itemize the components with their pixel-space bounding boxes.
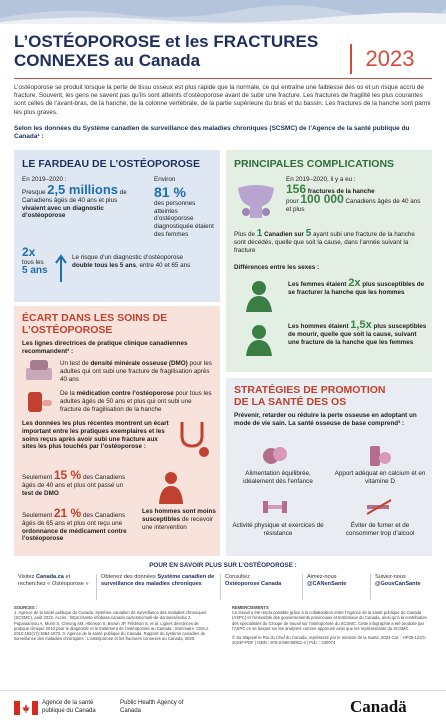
- millions-value: 2,5 millions: [47, 182, 119, 197]
- two-x-value: 2x: [22, 245, 36, 259]
- dmo-pre: Un test de: [60, 360, 89, 367]
- death-text: ayant subi une fracture de la hanche sont décédés, quelle que soit la cause, dans l’année suivant la fracture: [234, 231, 415, 254]
- pill-icon: [24, 388, 54, 414]
- complications-year: En 2019–2020, il y a eu :: [286, 176, 356, 183]
- med-block: [60, 390, 212, 413]
- page-title: [14, 32, 334, 70]
- men-group-icon: [154, 470, 188, 504]
- seul2-text: Seulement: [22, 512, 53, 519]
- hip-fracture-block: [286, 182, 426, 213]
- footer-2-pre: Consultez: [225, 574, 250, 580]
- burden-panel: [14, 150, 220, 302]
- footer-link-canada[interactable]: [14, 574, 92, 600]
- women-block: [288, 277, 428, 297]
- woman-icon: [242, 278, 276, 312]
- complications-panel: [226, 150, 432, 372]
- med-bold: médication contre l’ostéoporose: [76, 390, 174, 397]
- risk-text: Le risque d’un diagnostic d’ostéoporose: [72, 254, 183, 261]
- milk-icon: [366, 444, 392, 466]
- footer-3-pre: Aimez-nous: [307, 574, 337, 580]
- women-num: 2x: [348, 277, 361, 289]
- num1-text: fractures de la hanche: [307, 188, 375, 195]
- men-block: [288, 319, 428, 346]
- gap-heading-1: ÉCART DANS LES SOINS DE: [22, 312, 168, 324]
- arrow-up-icon: [54, 252, 68, 282]
- burden-percent-block: [154, 176, 216, 239]
- learn-more-title: POUR EN SAVOIR PLUS SUR L’OSTÉOPOROSE :: [149, 562, 297, 569]
- pct1-bold: test de DMO: [22, 489, 59, 497]
- footer-link-facebook[interactable]: [302, 574, 366, 600]
- dumbbell-icon: [261, 498, 289, 516]
- med-pre: De la: [60, 390, 75, 397]
- strategies-heading: [234, 384, 385, 408]
- risk-bold: double tous les 5 ans: [72, 261, 137, 269]
- pct2-bold: ordonnance de médicament contre l’ostéoporose: [22, 527, 127, 543]
- num2-text: Canadiens âgés de 40 ans et plus: [286, 197, 421, 213]
- two-x-block: [22, 246, 56, 276]
- recent-bold: Les données les plus récentes montrent un écart important entre les pratiques exemplaires et les soins reçus: [22, 420, 169, 443]
- percent-value: 81 %: [154, 183, 186, 200]
- death-block: [234, 230, 426, 254]
- men-text: plus susceptibles de mourir, quelle que soit la cause, suivant une fracture de la hanche que les femmes: [288, 323, 427, 346]
- risk-end: , entre 40 et 65 ans: [136, 261, 191, 269]
- strategies-heading-1: STRATÉGIES DE PROMOTION: [234, 384, 386, 396]
- pour-text: pour: [286, 197, 299, 205]
- copyright-text: © Sa Majesté le Roi du Chef du Canada, représenté par le ministre de la Santé, 2023 Cat. : HP35-123/1-2023F-PDF | ISBN : 978-0-660-68811-4 | Pub. : 230074: [232, 635, 427, 646]
- gap-heading-2: L’OSTÉOPOROSE: [22, 324, 113, 336]
- men-pre: Les hommes étaient: [288, 323, 349, 330]
- strategies-panel: [226, 378, 432, 556]
- title-line-1: L’OSTÉOPOROSE et les FRACTURES: [14, 32, 319, 51]
- pct2-block: [22, 506, 132, 543]
- footer-link-scsmc[interactable]: [96, 574, 216, 600]
- recent-text: après avoir subi une fracture aux sites les plus touchés par l’ostéoporose :: [22, 435, 158, 451]
- agency-en: Public Health Agency of Canada: [120, 700, 184, 714]
- footer-4-pre: Suivez-nous: [375, 574, 406, 580]
- seul1-text: Seulement: [22, 474, 53, 481]
- dmo-bold: densité minérale osseuse (DMO): [90, 360, 188, 367]
- care-gap-panel: [14, 306, 220, 556]
- environ-text: Environ: [154, 176, 176, 183]
- sources-block: [14, 605, 214, 641]
- women-pre: Les femmes étaient: [288, 281, 347, 288]
- footer-link-twitter[interactable]: [370, 574, 432, 600]
- pct2-text: des Canadiens âgés de 65 ans et plus ont reçu une: [22, 512, 125, 527]
- complications-heading: PRINCIPALES COMPLICATIONS: [234, 158, 395, 170]
- footer-0-bold: Canada.ca: [35, 574, 64, 580]
- death-pre: Plus de: [234, 231, 256, 238]
- dmo-text: pour les adultes qui ont subi une fracture de fragilisation après 40 ans: [60, 360, 212, 383]
- death-num2: 5: [305, 228, 312, 239]
- sources-text: 1. Agence de la santé publique du Canada. Système canadien de surveillance des maladies chroniques (SCSMC), août 2022. Accès : https://sante-infobase.canada.ca/scsmc/outil-de-donnees/index 2. Papaioannou A, Morin S, Cheung AM, Atkinson S, Brown JP, Feldman S, et al. Lignes directrices de pratique clinique 2010 pour le diagnostic et le traitement de l’ostéoporose au Canada : Sommaire. CMAJ. 2010;182(17):1864-1873. 3. Agence de la santé publique du Canada. Rapport du système canadien de surveillance des maladies chroniques : L’ostéoporose et les fractures connexes au Canada, 2020.: [14, 610, 209, 642]
- percent-text: des personnes atteintes d’ostéoporose diagnostiquée étaient des femmes: [154, 199, 214, 238]
- death-mid: Canadien sur: [264, 231, 304, 238]
- food-icon: [262, 444, 288, 466]
- year-badge: 2023: [350, 44, 428, 74]
- women-text: plus susceptibles de se fracturer la hanche que les hommes: [288, 281, 425, 296]
- gap-heading: [22, 312, 167, 336]
- acknowledgements-block: [232, 605, 432, 645]
- men-num: 1,5x: [350, 319, 372, 331]
- stethoscope-icon: [174, 418, 214, 458]
- risk-text-block: [72, 254, 192, 270]
- sources-title: SOURCES :: [14, 605, 38, 610]
- burden-heading: LE FARDEAU DE L’OSTÉOPOROSE: [22, 158, 200, 170]
- men-care-text: de recevoir une intervention: [142, 515, 214, 531]
- strategy-no-smoking: Éviter de fumer et de consommer trop d’alcool: [345, 522, 415, 537]
- men-care-block: [142, 508, 216, 531]
- pct2-value: 21 %: [53, 506, 82, 520]
- intro-source-line: Selon les données du Système canadien de surveillance des maladies chroniques (SCSMC) de l’Agence de la santé publique du Canada¹ :: [14, 125, 410, 141]
- footer-1-pre: Obtenez des données: [101, 574, 156, 580]
- canada-wordmark: Canadä: [350, 697, 407, 716]
- no-smoking-icon: [365, 498, 393, 516]
- strategy-food: Alimentation équilibrée, idéalement dès l’enfance: [243, 470, 313, 485]
- presque-text: Presque: [22, 189, 46, 196]
- title-rule: [14, 78, 432, 79]
- tous-les-text: tous les: [22, 259, 44, 266]
- footer-2-bold: Ostéoporose Canada: [225, 580, 282, 587]
- recent-block: [22, 420, 172, 451]
- government-footer: [0, 690, 446, 722]
- sex-heading: Différences entre les sexes :: [234, 264, 320, 271]
- strategies-heading-2: DE LA SANTÉ DES OS: [234, 396, 347, 408]
- footer-4-bold: @GouvCanSante: [375, 580, 421, 587]
- title-line-2: CONNEXES au Canada: [14, 51, 201, 70]
- header-decoration: [0, 0, 446, 24]
- bone-texture-graphic: [0, 0, 446, 24]
- burden-year: En 2019–2020 :: [22, 176, 67, 183]
- cinq-ans-value: 5 ans: [22, 264, 48, 276]
- footer-3-bold: @CANenSante: [307, 580, 347, 587]
- med-text: pour tous les adultes âgés de 50 ans et plus qui ont subi une fracture de fragilisation de la hanche: [60, 390, 212, 413]
- num2-value: 100 000: [300, 191, 344, 206]
- men-care-bold: Les hommes sont moins susceptibles: [142, 508, 216, 523]
- footer-0-pre: Visitez: [18, 574, 35, 580]
- man-icon: [242, 322, 276, 356]
- ack-title: REMERCIEMENTS: [232, 605, 269, 610]
- footer-1-bold: Système canadien de surveillance des maladies chroniques: [101, 574, 215, 587]
- dmo-block: [60, 360, 212, 383]
- strategies-intro: Prévenir, retarder ou réduire la perte osseuse en adoptant un mode de vie sain. La santé osseuse de base comprend³ :: [234, 412, 417, 427]
- strategy-exercise: Activité physique et exercices de résistance: [232, 522, 324, 537]
- canada-flag-icon: [14, 701, 38, 715]
- pct1-text: des Canadiens âgés de 40 ans et plus ont passé un: [22, 474, 125, 489]
- agency-fr: Agence de la santé publique du Canada: [42, 700, 96, 714]
- millions-text: de Canadiens âgés de 40 ans et plus: [22, 189, 127, 204]
- pelvis-icon: [232, 182, 280, 222]
- footer-link-osteo[interactable]: [220, 574, 298, 600]
- vivaient-text: vivaient avec un diagnostic d’ostéoporose: [22, 204, 104, 220]
- burden-millions-block: [22, 182, 138, 220]
- intro-paragraph: L’ostéoporose se produit lorsque la perte de tissu osseux est plus rapide que la normale, ce qui entraîne une faiblesse des os et un risque accru de fracture. Souvent, les gens ne savent pas qu’ils sont atteints d’ostéoporose avant de subir une fracture. Les fractures de fragilité les plus courantes sont celles de l’avant-bras, de la hanche, de la colonne vertébrale, de la partie supérieure du bras et du bassin. Les fractures de la hanche sont parmi les plus graves.: [14, 84, 431, 116]
- footer-0-text: et recherchez « Ostéoporose »: [18, 574, 89, 587]
- strategy-calcium: Apport adéquat en calcium et en vitamine D: [334, 470, 426, 485]
- guidelines-text: Les lignes directrices de pratique clinique canadiennes recommandent² :: [22, 340, 188, 355]
- pct1-block: [22, 468, 132, 497]
- ack-text: Ce travail a été rendu possible grâce à la collaboration entre l’Agence de la santé publique du Canada (ASPC) et l’ensemble des gouvernements provinciaux et territoriaux du Canada, ainsi qu’à la contribution des spécialistes du Groupe de travail sur l’ostéoporose du SCSMC. Cette infographie a été produite par l’ASPC en se basant sur les analyses comme approuvé ainsi que les représentants du SCSMC.: [232, 610, 427, 631]
- scan-icon: [24, 358, 54, 384]
- num1-value: 156: [286, 182, 307, 196]
- pct1-value: 15 %: [53, 468, 82, 482]
- death-num1: 1: [256, 228, 263, 239]
